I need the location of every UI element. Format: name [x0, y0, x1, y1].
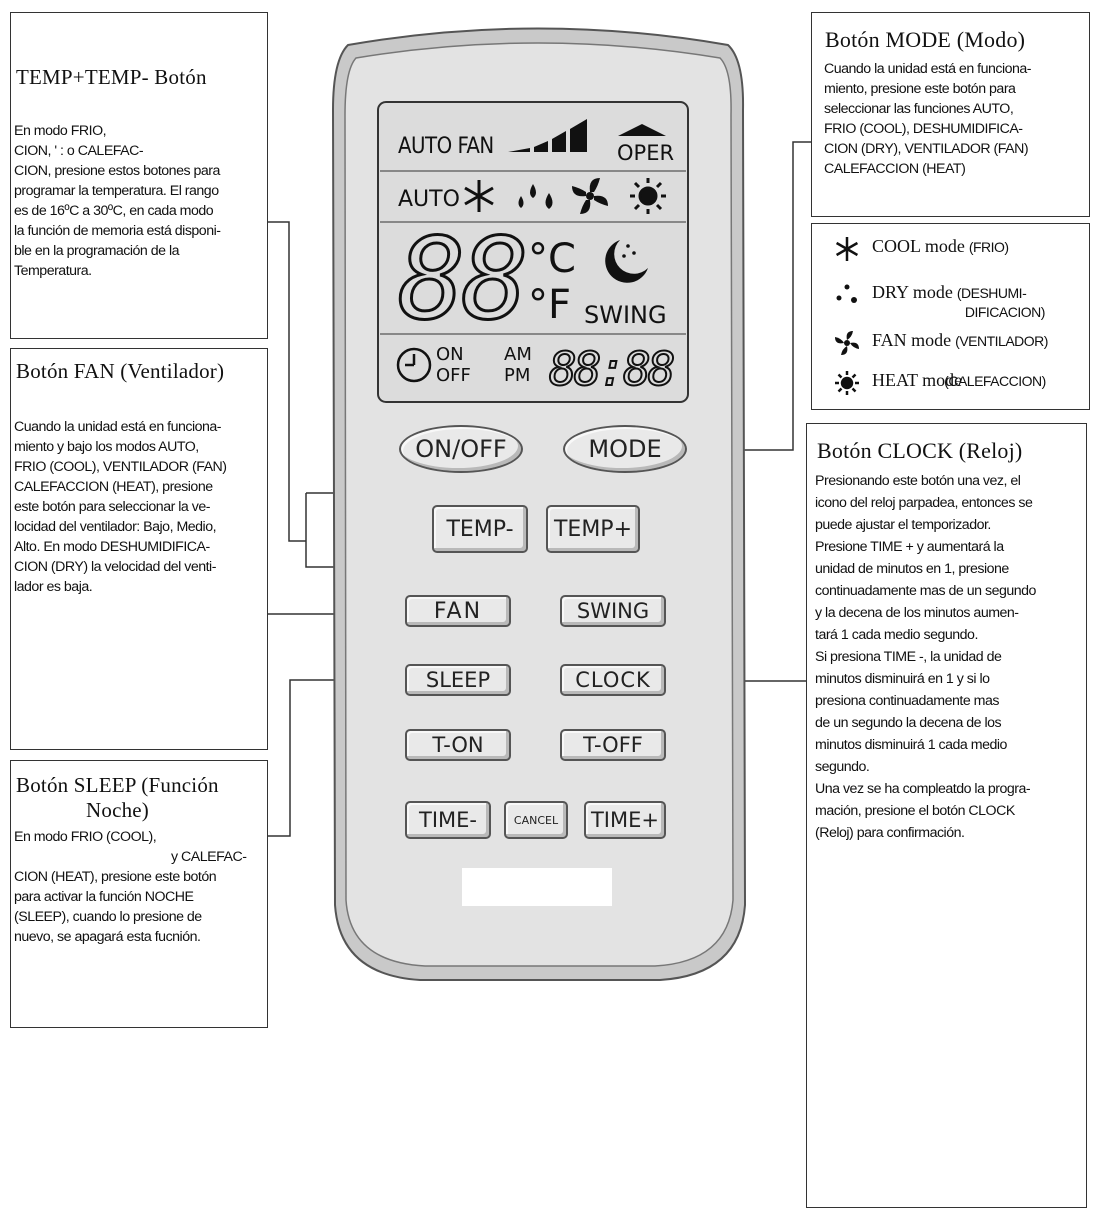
text-line: (SLEEP), cuando lo presione de: [14, 909, 202, 925]
lcd-celsius: °C: [528, 236, 576, 282]
text-line: nuevo, se apagará esta fucnión.: [14, 929, 201, 945]
lcd-auto-fan: AUTO FAN: [398, 134, 494, 159]
legend-cool-name: COOL mode: [872, 236, 965, 256]
onoff-button[interactable]: ON/OFF: [399, 425, 523, 473]
fan-icon: [834, 330, 860, 356]
sun-icon: [834, 370, 860, 396]
sleep-button[interactable]: SLEEP: [405, 664, 511, 696]
lcd-swing: SWING: [584, 301, 667, 329]
text-line: CION, ' : o CALEFAC-: [14, 143, 144, 159]
temp-plus-button[interactable]: TEMP+: [546, 505, 640, 553]
lcd-oper: OPER: [617, 141, 675, 165]
temp-callout-title: TEMP+TEMP- Botón: [16, 65, 207, 89]
swing-button[interactable]: SWING: [560, 595, 666, 627]
text-line: puede ajustar el temporizador.: [815, 517, 991, 533]
text-line: minutos disminuirá en 1 y si lo: [815, 671, 990, 687]
title-line: Botón SLEEP (Función: [16, 773, 219, 797]
text-line: minutos disminuirá 1 cada medio: [815, 737, 1007, 753]
lcd-time-digits: 88:88: [549, 342, 673, 396]
text-line: para activar la función NOCHE: [14, 889, 194, 905]
text-line: es de 16ºC a 30ºC, en cada modo: [14, 203, 214, 219]
clock-callout-box: [806, 423, 1087, 1208]
text-line: CALEFACCION (HEAT): [824, 161, 966, 177]
text-line: mación, presione el botón CLOCK: [815, 803, 1015, 819]
text-line: (Reloj) para confirmación.: [815, 825, 965, 841]
mode-callout-title: Botón MODE (Modo): [825, 27, 1026, 52]
fan-callout-text: [14, 417, 227, 597]
temp-callout-box: [10, 12, 268, 339]
legend-fan-name: FAN mode: [872, 330, 952, 350]
clock-button[interactable]: CLOCK: [560, 664, 666, 696]
text-line: CALEFACCION (HEAT), presione: [14, 479, 213, 495]
text-line: En modo FRIO (COOL),: [14, 829, 157, 845]
legend-dry: [834, 282, 1045, 322]
legend-dry-es: [957, 284, 1045, 322]
text-line: miento y bajo los modos AUTO,: [14, 439, 199, 455]
snowflake-icon: [834, 236, 860, 262]
legend-cool: [834, 236, 1009, 262]
fan-callout-title: Botón FAN (Ventilador): [16, 359, 225, 383]
text-line: la función de memoria está disponi-: [14, 223, 221, 239]
lcd-am: AM: [504, 344, 532, 365]
text-line: CION (HEAT), presione este botón: [14, 869, 217, 885]
legend-dry-name: DRY mode: [872, 282, 953, 302]
legend-fan: [834, 330, 1048, 356]
temp-minus-button[interactable]: TEMP-: [432, 505, 528, 553]
clock-callout-title: Botón CLOCK (Reloj): [817, 438, 1023, 463]
text-line: FRIO (COOL), DESHUMIDIFICA-: [824, 121, 1023, 137]
t-on-button[interactable]: T-ON: [405, 729, 511, 761]
lcd-screen: [378, 102, 688, 402]
text-line: programar la temperatura. El rango: [14, 183, 219, 199]
text-line: En modo FRIO,: [14, 123, 107, 139]
text-line: continuadamente mas de un segundo: [815, 583, 1036, 599]
mode-callout-box: [811, 12, 1090, 217]
text-line: lador es baja.: [14, 579, 93, 595]
lcd-pm: PM: [504, 365, 531, 386]
lcd-off: OFF: [436, 365, 471, 386]
text-line: y CALEFAC-: [171, 849, 247, 865]
legend-heat: [834, 370, 1046, 396]
legend-fan-es: (VENTILADOR): [955, 333, 1048, 349]
time-minus-button[interactable]: TIME-: [405, 801, 491, 839]
text-line: Temperatura.: [14, 263, 92, 279]
fan-callout-box: [10, 348, 268, 750]
text-line: Cuando la unidad está en funciona-: [824, 61, 1032, 77]
text-line: Una vez se ha compleatdo la progra-: [815, 781, 1031, 797]
text-line: Alto. En modo DESHUMIDIFICA-: [14, 539, 210, 555]
legend-cool-es: (FRIO): [968, 239, 1009, 255]
connector-temp: [268, 222, 306, 541]
text-line: tará 1 cada medio segundo.: [815, 627, 978, 643]
text-line: seleccionar las funciones AUTO,: [824, 101, 1014, 117]
text-line: y la decena de los minutos aumen-: [815, 605, 1019, 621]
mode-callout-text: [824, 59, 1031, 179]
legend-heat-name: HEAT mode: [872, 370, 963, 390]
text-line: icono del reloj parpadea, entonces se: [815, 495, 1033, 511]
text-line: FRIO (COOL), VENTILADOR (FAN): [14, 459, 227, 475]
temp-callout-text: [14, 121, 220, 281]
lcd-fahrenheit: °F: [528, 282, 572, 328]
text-line: Cuando la unidad está en funciona-: [14, 419, 222, 435]
t-off-button[interactable]: T-OFF: [560, 729, 666, 761]
text-line: Presione TIME + y aumentará la: [815, 539, 1004, 555]
text-line: presiona continuadamente mas: [815, 693, 999, 709]
lcd-auto-mode: AUTO: [398, 187, 460, 212]
fan-button[interactable]: FAN: [405, 595, 511, 627]
text-line: de un segundo la decena de los: [815, 715, 1002, 731]
text-line: CION, presione estos botones para: [14, 163, 220, 179]
text-line: unidad de minutos en 1, presione: [815, 561, 1009, 577]
legend-heat-es: (CALEFACCION): [944, 373, 1046, 389]
clock-callout-text: [815, 470, 1036, 844]
cancel-button[interactable]: CANCEL: [504, 801, 568, 839]
legend-dry-es-line: (DESHUMI-: [956, 285, 1027, 301]
text-line: CION (DRY), VENTILADOR (FAN): [824, 141, 1029, 157]
legend-dry-es-line: DIFICACION): [964, 304, 1045, 320]
time-plus-button[interactable]: TIME+: [584, 801, 666, 839]
text-line: CION (DRY) la velocidad del venti-: [14, 559, 216, 575]
text-line: miento, presione este botón para: [824, 81, 1016, 97]
text-line: este botón para seleccionar la ve-: [14, 499, 210, 515]
sleep-callout-box: [10, 760, 268, 1028]
text-line: segundo.: [815, 759, 870, 775]
mode-legend-box: [811, 223, 1090, 410]
title-line: Noche): [86, 798, 150, 822]
text-line: ble en la programación de la: [14, 243, 180, 259]
text-line: locidad del ventilador: Bajo, Medio,: [14, 519, 217, 535]
text-line: Si presiona TIME -, la unidad de: [815, 649, 1002, 665]
drops-icon: [834, 282, 860, 308]
sleep-callout-text: [14, 827, 246, 947]
lcd-temp-digits: 88: [398, 215, 525, 345]
text-line: Presionando este botón una vez, el: [815, 473, 1021, 489]
sleep-callout-title: [16, 773, 266, 823]
lcd-on: ON: [436, 344, 464, 365]
mode-button[interactable]: MODE: [563, 425, 687, 473]
